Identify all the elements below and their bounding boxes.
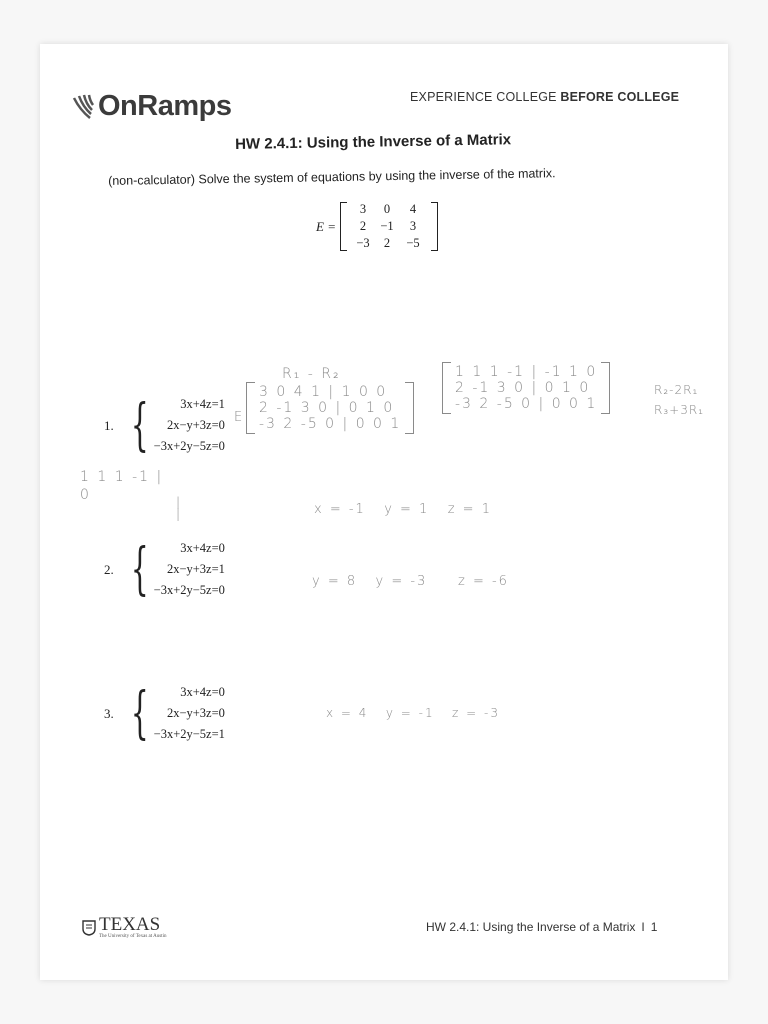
equation: 2x−y+3z=0 — [166, 706, 225, 720]
problem-2 — [104, 538, 225, 601]
worksheet-page — [40, 44, 728, 980]
left-brace-icon: { — [130, 680, 149, 746]
handwritten-row-op: R₁ - R₂ — [282, 366, 341, 382]
matrix-e — [316, 202, 438, 251]
matrix-cell: −3 — [356, 236, 370, 250]
hand-scribble-mark: | | — [176, 495, 183, 521]
hand-margin-note: 0 — [80, 487, 91, 503]
left-brace-icon: { — [130, 536, 149, 602]
matrix-cell: 2 — [359, 219, 367, 233]
equation: 3x+4z=0 — [180, 685, 225, 699]
footer-title: HW 2.4.1: Using the Inverse of a Matrix — [426, 920, 636, 934]
equation-list — [154, 538, 225, 601]
page-title: HW 2.4.1: Using the Inverse of a Matrix — [235, 131, 512, 153]
onramps-logo-icon — [70, 92, 96, 122]
page-footer — [426, 920, 657, 934]
matrix-cell: 2 — [383, 236, 391, 250]
equation: −3x+2y−5z=1 — [153, 727, 225, 741]
instructions: (non-calculator) Solve the system of equations by using the inverse of the matrix. — [108, 166, 556, 188]
left-brace-icon: { — [130, 392, 149, 458]
matrix-cell: 3 — [359, 202, 367, 216]
equation: −3x+2y−5z=0 — [153, 583, 225, 597]
hand-bracket-right — [405, 382, 414, 434]
equation: 2x−y+3z=1 — [166, 562, 225, 576]
right-bracket — [431, 202, 438, 251]
logo-text: OnRamps — [98, 90, 232, 122]
footer-separator: I — [641, 920, 645, 934]
matrix-cell: −5 — [406, 236, 420, 250]
hand-matrix-rows — [451, 362, 601, 414]
texas-logo — [82, 916, 166, 939]
matrix-label: E = — [316, 218, 336, 234]
problem-number: 1. — [104, 417, 114, 433]
handwritten-answer-3: x = 4 y = -1 z = -3 — [326, 706, 501, 720]
matrix-cell: 3 — [409, 219, 417, 233]
hand-row-op: R₂-2R₁ — [654, 383, 699, 397]
hand-row-op: R₃+3R₁ — [654, 403, 704, 417]
hand-margin-note: 1 1 1 -1 | — [80, 469, 164, 485]
matrix-cell: 0 — [383, 202, 391, 216]
left-bracket — [340, 202, 347, 251]
problem-number: 3. — [104, 705, 114, 721]
texas-wordmark — [99, 916, 166, 939]
equation: 3x+4z=1 — [180, 397, 225, 411]
handwritten-row-ops — [654, 380, 704, 420]
handwritten-margin-notes — [80, 468, 163, 504]
equation-list — [154, 394, 225, 457]
texas-shield-icon — [82, 920, 96, 936]
onramps-logo — [70, 90, 231, 123]
handwritten-e-label: E — [234, 410, 245, 425]
equation: 2x−y+3z=0 — [166, 418, 225, 432]
texas-logo-text: TEXAS — [99, 914, 161, 935]
matrix-grid — [347, 202, 431, 251]
problem-3 — [104, 682, 225, 745]
hand-matrix-row: 3 0 4 1 | 1 0 0 — [259, 384, 388, 400]
handwritten-augmented-matrix-2 — [442, 362, 610, 414]
hand-matrix-rows — [255, 382, 405, 434]
hand-matrix-row: 2 -1 3 0 | 0 1 0 — [455, 380, 591, 396]
tagline — [410, 90, 679, 104]
page-number: 1 — [650, 920, 658, 934]
handwritten-augmented-matrix-1 — [246, 382, 414, 434]
equation: 3x+4z=0 — [180, 541, 225, 555]
texas-logo-subtext: The University of Texas at Austin — [99, 934, 167, 939]
handwritten-answer-2: y = 8 y = -3 z = -6 — [312, 574, 509, 589]
hand-matrix-row: -3 2 -5 0 | 0 0 1 — [455, 396, 598, 412]
tagline-bold: BEFORE COLLEGE — [560, 90, 680, 104]
hand-bracket-right — [601, 362, 610, 414]
matrix-cell: −1 — [380, 219, 394, 233]
problem-number: 2. — [104, 561, 114, 577]
problem-1 — [104, 394, 225, 457]
hand-bracket-left — [246, 382, 255, 434]
hand-bracket-left — [442, 362, 451, 414]
equation: −3x+2y−5z=0 — [153, 439, 225, 453]
handwritten-answer-1: x = -1 y = 1 z = 1 — [314, 502, 492, 517]
equation-list — [154, 682, 225, 745]
hand-matrix-row: 2 -1 3 0 | 0 1 0 — [259, 400, 395, 416]
matrix-cell: 4 — [409, 202, 417, 216]
hand-matrix-row: 1 1 1 -1 | -1 1 0 — [455, 364, 598, 380]
hand-matrix-row: -3 2 -5 0 | 0 0 1 — [259, 416, 402, 432]
tagline-normal: EXPERIENCE COLLEGE — [410, 90, 561, 104]
